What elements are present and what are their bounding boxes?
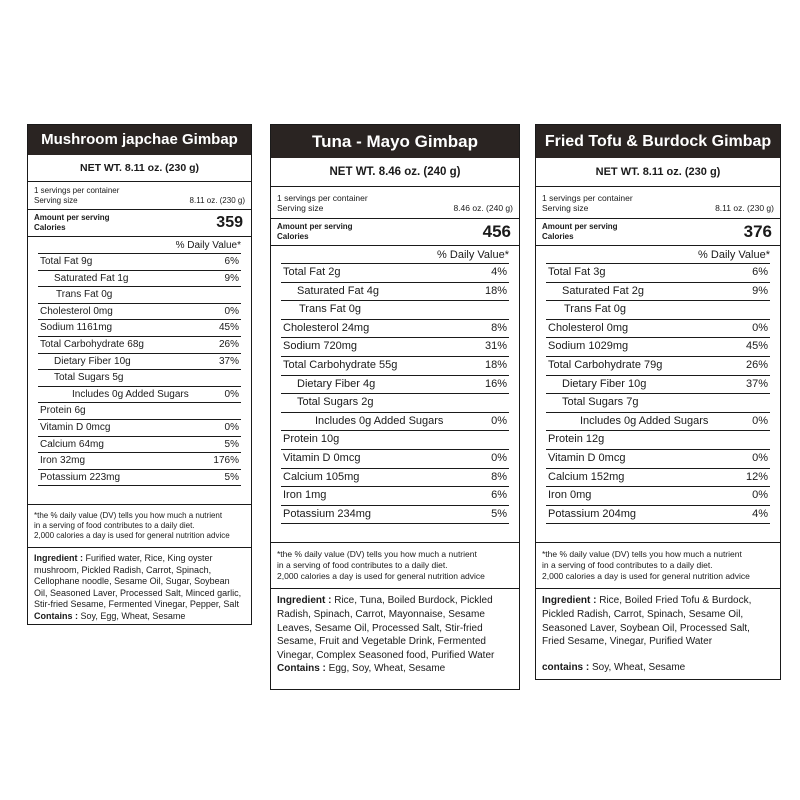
footnote-line: in a serving of food contributes to a daily diet. xyxy=(542,560,713,571)
ingredient-list xyxy=(542,594,774,648)
nutrient-daily-value: 31% xyxy=(484,340,507,353)
ingredient-list xyxy=(34,553,245,611)
nutrient-daily-value: 0% xyxy=(752,489,768,502)
daily-value-header: % Daily Value* xyxy=(175,240,241,251)
nutrient-label: Cholesterol 0mg xyxy=(40,305,113,317)
contains-heading: Contains : xyxy=(34,610,81,621)
nutrient-label: Calcium 64mg xyxy=(40,438,104,450)
product-title: Tuna - Mayo Gimbap xyxy=(271,125,519,158)
nutrient-table xyxy=(546,263,770,524)
nutrient-daily-value: 0% xyxy=(224,421,239,433)
nutrient-daily-value xyxy=(239,403,241,419)
nutrient-label: Protein 12g xyxy=(548,433,605,446)
nutrient-label: Total Fat 2g xyxy=(283,266,341,278)
nutrient-row xyxy=(38,370,241,387)
contains-heading: Contains : xyxy=(277,663,329,675)
nutrient-row xyxy=(38,304,241,321)
ingredient-heading: Ingredient : xyxy=(34,553,86,564)
nutrient-row xyxy=(546,394,770,413)
serving-size-label: Serving size xyxy=(542,203,589,213)
nutrient-row xyxy=(38,337,241,354)
nutrient-row xyxy=(546,450,770,469)
daily-value-header: % Daily Value* xyxy=(437,249,509,261)
nutrient-label: Dietary Fiber 4g xyxy=(297,377,376,390)
product-title: Fried Tofu & Burdock Gimbap xyxy=(536,125,780,158)
nutrient-table xyxy=(38,253,241,486)
allergen-line xyxy=(34,611,245,623)
nutrition-panel xyxy=(270,124,520,690)
nutrient-label: Potassium 204mg xyxy=(548,507,637,520)
nutrient-label: Trans Fat 0g xyxy=(564,303,626,316)
nutrient-label: Sodium 1029mg xyxy=(548,340,629,353)
ingredient-text: Furified water, Rice, King oyster mushroom, Pickled Radish, Carrot, Spinach, Cellophane noodle, Sesame Oil, Sugar, Soybean Oil, Seasoned Laver, Processed Salt, Minced garlic, Stir-fried Sesame, Fermented Vinegar, Pepper, Salt xyxy=(34,553,242,610)
nutrient-label: Potassium 223mg xyxy=(40,471,121,483)
nutrient-row xyxy=(281,469,509,488)
nutrient-daily-value: 4% xyxy=(491,266,507,278)
nutrient-table xyxy=(281,263,509,524)
servings-per-container: 1 servings per container xyxy=(34,186,120,195)
nutrient-daily-value: 12% xyxy=(745,470,768,483)
serving-size-label: Serving size xyxy=(34,196,78,205)
ingredients-block xyxy=(271,589,519,681)
serving-size-value: 8.11 oz. (230 g) xyxy=(189,196,245,205)
daily-value-header: % Daily Value* xyxy=(698,249,770,261)
nutrient-daily-value: 5% xyxy=(224,471,239,483)
nutrient-daily-value: 176% xyxy=(213,455,239,467)
nutrient-daily-value: 8% xyxy=(491,470,507,483)
nutrient-row xyxy=(38,453,241,470)
nutrient-row xyxy=(281,413,509,432)
nutrient-row xyxy=(281,487,509,506)
serving-size-row xyxy=(277,203,513,213)
nutrient-label: Sodium 720mg xyxy=(283,340,357,353)
nutrient-daily-value: 26% xyxy=(218,338,239,350)
nutrient-daily-value: 18% xyxy=(484,284,507,297)
nutrient-daily-value: 9% xyxy=(224,272,239,284)
nutrient-daily-value: 45% xyxy=(745,340,768,353)
calories-value: 376 xyxy=(743,222,772,241)
nutrient-daily-value: 0% xyxy=(752,414,768,427)
allergen-line xyxy=(277,662,513,676)
nutrient-daily-value: 9% xyxy=(752,284,768,297)
nutrient-label: Dietary Fiber 10g xyxy=(54,355,131,367)
calories-label: Calories xyxy=(277,232,309,241)
nutrient-row xyxy=(38,470,241,487)
nutrient-daily-value xyxy=(239,370,241,386)
nutrient-label: Total Sugars 2g xyxy=(297,396,374,409)
nutrient-row xyxy=(281,450,509,469)
nutrient-daily-value xyxy=(768,394,770,412)
calories-label-group xyxy=(34,213,110,233)
daily-value-footnote xyxy=(271,542,519,589)
footnote-line: 2,000 calories a day is used for general nutrition advice xyxy=(542,571,750,582)
contains-text: Egg, Soy, Wheat, Sesame xyxy=(328,663,446,675)
nutrient-daily-value xyxy=(507,394,509,412)
ingredient-list xyxy=(277,594,513,662)
nutrient-label: Includes 0g Added Sugars xyxy=(315,414,444,427)
nutrient-row xyxy=(281,320,509,339)
calories-value: 456 xyxy=(482,222,511,241)
ingredient-heading: Ingredient : xyxy=(542,595,600,607)
nutrient-label: Total Fat 9g xyxy=(40,256,93,267)
nutrient-daily-value xyxy=(768,301,770,319)
nutrient-label: Saturated Fat 2g xyxy=(562,284,644,297)
nutrient-daily-value: 0% xyxy=(752,451,768,464)
nutrient-row xyxy=(281,264,509,283)
nutrient-label: Vitamin D 0mcg xyxy=(283,451,361,464)
ingredients-block xyxy=(28,548,251,627)
nutrient-daily-value: 45% xyxy=(218,322,239,334)
nutrient-row xyxy=(38,287,241,304)
nutrient-label: Saturated Fat 1g xyxy=(54,272,129,284)
product-title: Mushroom japchae Gimbap xyxy=(28,125,251,155)
nutrient-row xyxy=(281,394,509,413)
serving-size-label: Serving size xyxy=(277,203,324,213)
net-weight: NET WT. 8.46 oz. (240 g) xyxy=(271,158,519,187)
nutrient-row xyxy=(546,506,770,525)
nutrient-daily-value xyxy=(768,431,770,449)
nutrient-daily-value: 0% xyxy=(224,388,239,400)
nutrient-row xyxy=(546,283,770,302)
nutrient-daily-value: 0% xyxy=(224,305,239,317)
nutrient-label: Protein 10g xyxy=(283,433,340,446)
nutrient-daily-value xyxy=(507,431,509,449)
nutrient-row xyxy=(546,469,770,488)
nutrient-row xyxy=(38,437,241,454)
nutrient-row xyxy=(38,420,241,437)
amount-per-serving: Amount per serving xyxy=(277,222,353,231)
nutrient-row xyxy=(281,506,509,525)
footnote-line: 2,000 calories a day is used for general nutrition advice xyxy=(277,571,485,582)
nutrient-label: Vitamin D 0mcg xyxy=(548,451,626,464)
nutrient-daily-value: 6% xyxy=(491,489,507,502)
ingredient-text: Rice, Boiled Fried Tofu & Burdock, Pickled Radish, Carrot, Spinach, Sesame Oil, Seasoned Laver, Soybean Oil, Processed Salt, Fried Sesame, Vinegar, Purified Water xyxy=(542,595,752,648)
contains-text: Soy, Wheat, Sesame xyxy=(592,661,686,673)
nutrient-row xyxy=(546,487,770,506)
serving-size-row xyxy=(542,203,774,213)
nutrient-daily-value: 18% xyxy=(484,358,507,371)
nutrient-row xyxy=(38,254,241,271)
contains-text: Soy, Egg, Wheat, Sesame xyxy=(80,610,186,621)
nutrient-label: Calcium 152mg xyxy=(548,470,625,483)
serving-size-row xyxy=(34,196,245,206)
calories-block xyxy=(28,210,251,237)
allergen-line xyxy=(542,661,774,675)
nutrient-label: Total Sugars 5g xyxy=(54,372,124,384)
daily-value-footnote xyxy=(28,504,251,548)
net-weight: NET WT. 8.11 oz. (230 g) xyxy=(28,155,251,182)
nutrient-row xyxy=(281,431,509,450)
nutrient-row xyxy=(546,264,770,283)
servings-per-container: 1 servings per container xyxy=(277,193,368,203)
nutrient-label: Total Carbohydrate 55g xyxy=(283,358,398,371)
nutrient-row xyxy=(546,320,770,339)
nutrient-label: Cholesterol 0mg xyxy=(548,321,629,334)
nutrient-daily-value: 4% xyxy=(752,507,768,520)
footnote-line: 2,000 calories a day is used for general nutrition advice xyxy=(34,531,230,541)
nutrient-label: Total Fat 3g xyxy=(548,266,606,278)
calories-value: 359 xyxy=(216,214,243,231)
nutrient-label: Trans Fat 0g xyxy=(299,303,361,316)
nutrient-label: Total Carbohydrate 68g xyxy=(40,338,144,350)
nutrition-panel xyxy=(535,124,781,680)
nutrient-daily-value: 6% xyxy=(752,266,768,278)
ingredient-text: Rice, Tuna, Boiled Burdock, Pickled Radish, Spinach, Carrot, Mayonnaise, Sesame Leaves, Sesame Oil, Processed Salt, Stir-fried Sesame, Fruit and Vegetable Drink, Fermented Vinegar, Complex Seasoned food, Purified Water xyxy=(277,595,495,661)
nutrient-label: Potassium 234mg xyxy=(283,507,372,520)
nutrient-label: Iron 32mg xyxy=(40,455,86,467)
nutrient-row xyxy=(546,338,770,357)
nutrient-daily-value: 5% xyxy=(224,438,239,450)
nutrient-label: Iron 1mg xyxy=(283,489,327,502)
nutrient-row xyxy=(281,338,509,357)
footnote-line: *the % daily value (DV) tells you how much a nutrient xyxy=(542,549,742,560)
contains-heading: contains : xyxy=(542,661,593,673)
amount-per-serving: Amount per serving xyxy=(34,213,110,222)
nutrient-row xyxy=(281,357,509,376)
nutrient-daily-value: 26% xyxy=(745,358,768,371)
footnote-line: in a serving of food contributes to a daily diet. xyxy=(34,521,195,531)
calories-block xyxy=(536,219,780,246)
nutrient-label: Vitamin D 0mcg xyxy=(40,421,111,433)
footnote-line: *the % daily value (DV) tells you how much a nutrient xyxy=(277,549,477,560)
nutrient-label: Sodium 1161mg xyxy=(40,322,113,334)
nutrient-daily-value: 16% xyxy=(484,377,507,390)
nutrient-daily-value: 6% xyxy=(224,256,239,267)
servings-block xyxy=(28,182,251,210)
nutrient-row xyxy=(38,271,241,288)
nutrient-daily-value: 0% xyxy=(752,321,768,334)
nutrient-label: Total Sugars 7g xyxy=(562,396,639,409)
nutrient-label: Saturated Fat 4g xyxy=(297,284,379,297)
serving-size-value: 8.46 oz. (240 g) xyxy=(453,203,513,213)
nutrient-daily-value xyxy=(239,287,241,303)
ingredients-block xyxy=(536,589,780,679)
calories-block xyxy=(271,219,519,246)
servings-block xyxy=(536,187,780,219)
nutrient-row xyxy=(546,431,770,450)
nutrient-row xyxy=(546,376,770,395)
nutrient-label: Calcium 105mg xyxy=(283,470,360,483)
servings-block xyxy=(271,187,519,219)
nutrient-row xyxy=(38,354,241,371)
nutrient-label: Trans Fat 0g xyxy=(56,289,113,301)
footnote-line: in a serving of food contributes to a daily diet. xyxy=(277,560,448,571)
nutrient-label: Includes 0g Added Sugars xyxy=(72,388,189,400)
nutrient-label: Dietary Fiber 10g xyxy=(562,377,647,390)
amount-per-serving: Amount per serving xyxy=(542,222,618,231)
nutrient-label: Cholesterol 24mg xyxy=(283,321,370,334)
nutrition-panel xyxy=(27,124,252,625)
nutrient-row xyxy=(281,376,509,395)
calories-label: Calories xyxy=(542,232,574,241)
nutrient-daily-value: 0% xyxy=(491,414,507,427)
nutrient-daily-value: 8% xyxy=(491,321,507,334)
nutrient-row xyxy=(38,387,241,404)
nutrient-daily-value: 37% xyxy=(745,377,768,390)
serving-size-value: 8.11 oz. (230 g) xyxy=(715,203,774,213)
nutrient-row xyxy=(281,283,509,302)
nutrient-row xyxy=(546,413,770,432)
nutrient-row xyxy=(281,301,509,320)
nutrient-label: Includes 0g Added Sugars xyxy=(580,414,709,427)
ingredient-heading: Ingredient : xyxy=(277,595,335,607)
nutrient-label: Protein 6g xyxy=(40,405,86,417)
nutrient-daily-value xyxy=(507,301,509,319)
net-weight: NET WT. 8.11 oz. (230 g) xyxy=(536,158,780,187)
nutrient-daily-value: 5% xyxy=(491,507,507,520)
nutrient-row xyxy=(38,403,241,420)
nutrient-daily-value: 0% xyxy=(491,451,507,464)
calories-label-group xyxy=(542,222,618,242)
nutrient-daily-value: 37% xyxy=(218,355,239,367)
calories-label-group xyxy=(277,222,353,242)
nutrient-label: Iron 0mg xyxy=(548,489,592,502)
calories-label: Calories xyxy=(34,223,66,232)
daily-value-footnote xyxy=(536,542,780,589)
nutrient-row xyxy=(546,357,770,376)
footnote-line: *the % daily value (DV) tells you how much a nutrient xyxy=(34,511,223,521)
nutrient-row xyxy=(38,320,241,337)
nutrient-row xyxy=(546,301,770,320)
servings-per-container: 1 servings per container xyxy=(542,193,633,203)
nutrient-label: Total Carbohydrate 79g xyxy=(548,358,663,371)
